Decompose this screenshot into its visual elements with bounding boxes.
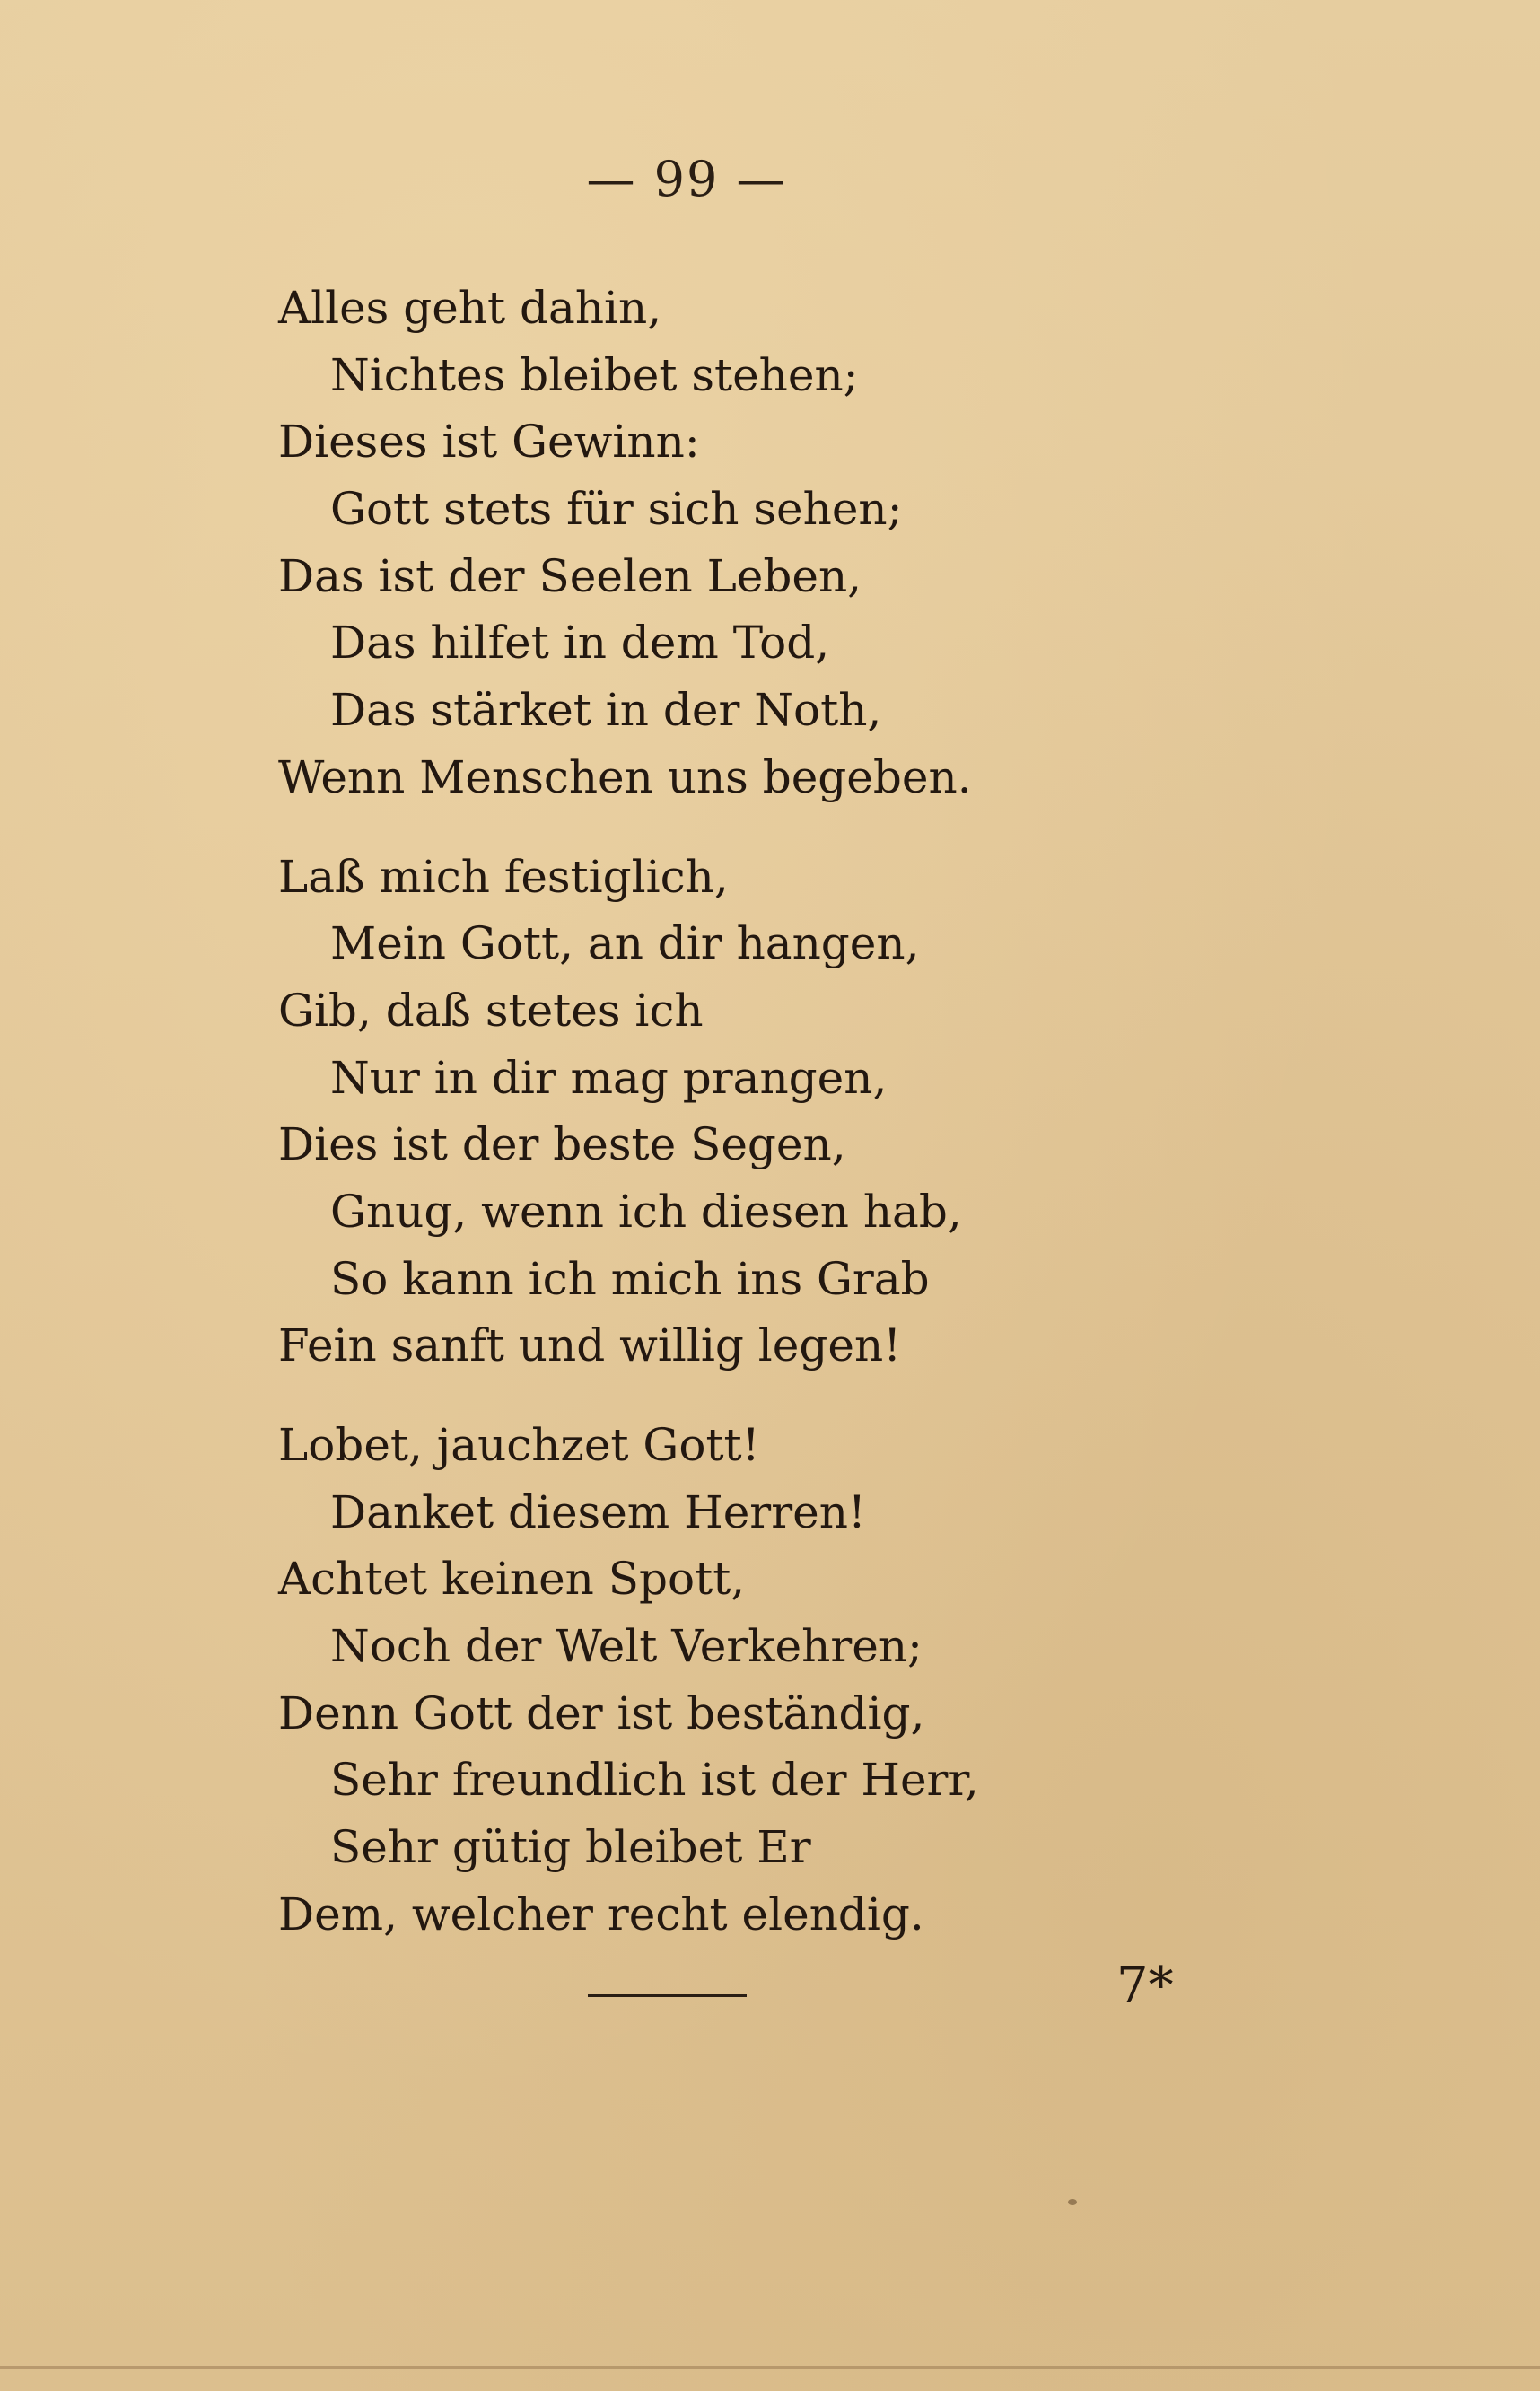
poem-line: Mein Gott, an dir hangen, (330, 917, 920, 970)
poem-line: Alles geht dahin, (278, 282, 662, 334)
poem-line: Das ist der Seelen Leben, (278, 549, 862, 602)
stanza-1 (278, 275, 1176, 811)
stanza-3 (278, 1412, 1176, 1949)
poem-line: Dies ist der beste Segen, (278, 1118, 846, 1171)
poem-line: Achtet keinen Spott, (278, 1553, 746, 1606)
page-bottom-edge (0, 2366, 1540, 2369)
poem-line: Gib, daß stetes ich (278, 984, 704, 1037)
stanza-2 (278, 844, 1176, 1380)
poem-line: Das hilfet in dem Tod, (330, 617, 830, 670)
poem-line: Das stärket in der Noth, (330, 684, 882, 737)
poem-line: Sehr gütig bleibet Er (330, 1821, 811, 1874)
poem-line: Laß mich festiglich, (278, 850, 729, 903)
poem-line: Sehr freundlich ist der Herr, (330, 1754, 979, 1807)
page-number: — 99 — (586, 151, 787, 207)
poem-line: Gott stets für sich sehen; (330, 483, 903, 536)
poem-line: Danket diesem Herren! (330, 1485, 866, 1538)
closing-rule (588, 1994, 747, 1997)
poem-line: Dieses ist Gewinn: (278, 416, 700, 469)
poem-line: Wenn Menschen uns begeben. (278, 750, 972, 803)
poem-line: So kann ich mich ins Grab (330, 1252, 930, 1305)
poem-line: Noch der Welt Verkehren; (330, 1620, 923, 1673)
poem-line: Fein sanft und willig legen! (278, 1319, 902, 1372)
poem-line: Dem, welcher recht elendig. (278, 1887, 924, 1940)
poem-line: Gnug, wenn ich diesen hab, (330, 1185, 962, 1238)
poem-line: Nichtes bleibet stehen; (330, 348, 859, 401)
signature-mark: 7* (1116, 1957, 1174, 2015)
poem-line: Denn Gott der ist beständig, (278, 1686, 925, 1739)
poem-line: Lobet, jauchzet Gott! (278, 1419, 760, 1471)
ink-speck (1068, 2199, 1077, 2205)
poem (278, 275, 1176, 1981)
poem-line: Nur in dir mag prangen, (330, 1051, 888, 1104)
